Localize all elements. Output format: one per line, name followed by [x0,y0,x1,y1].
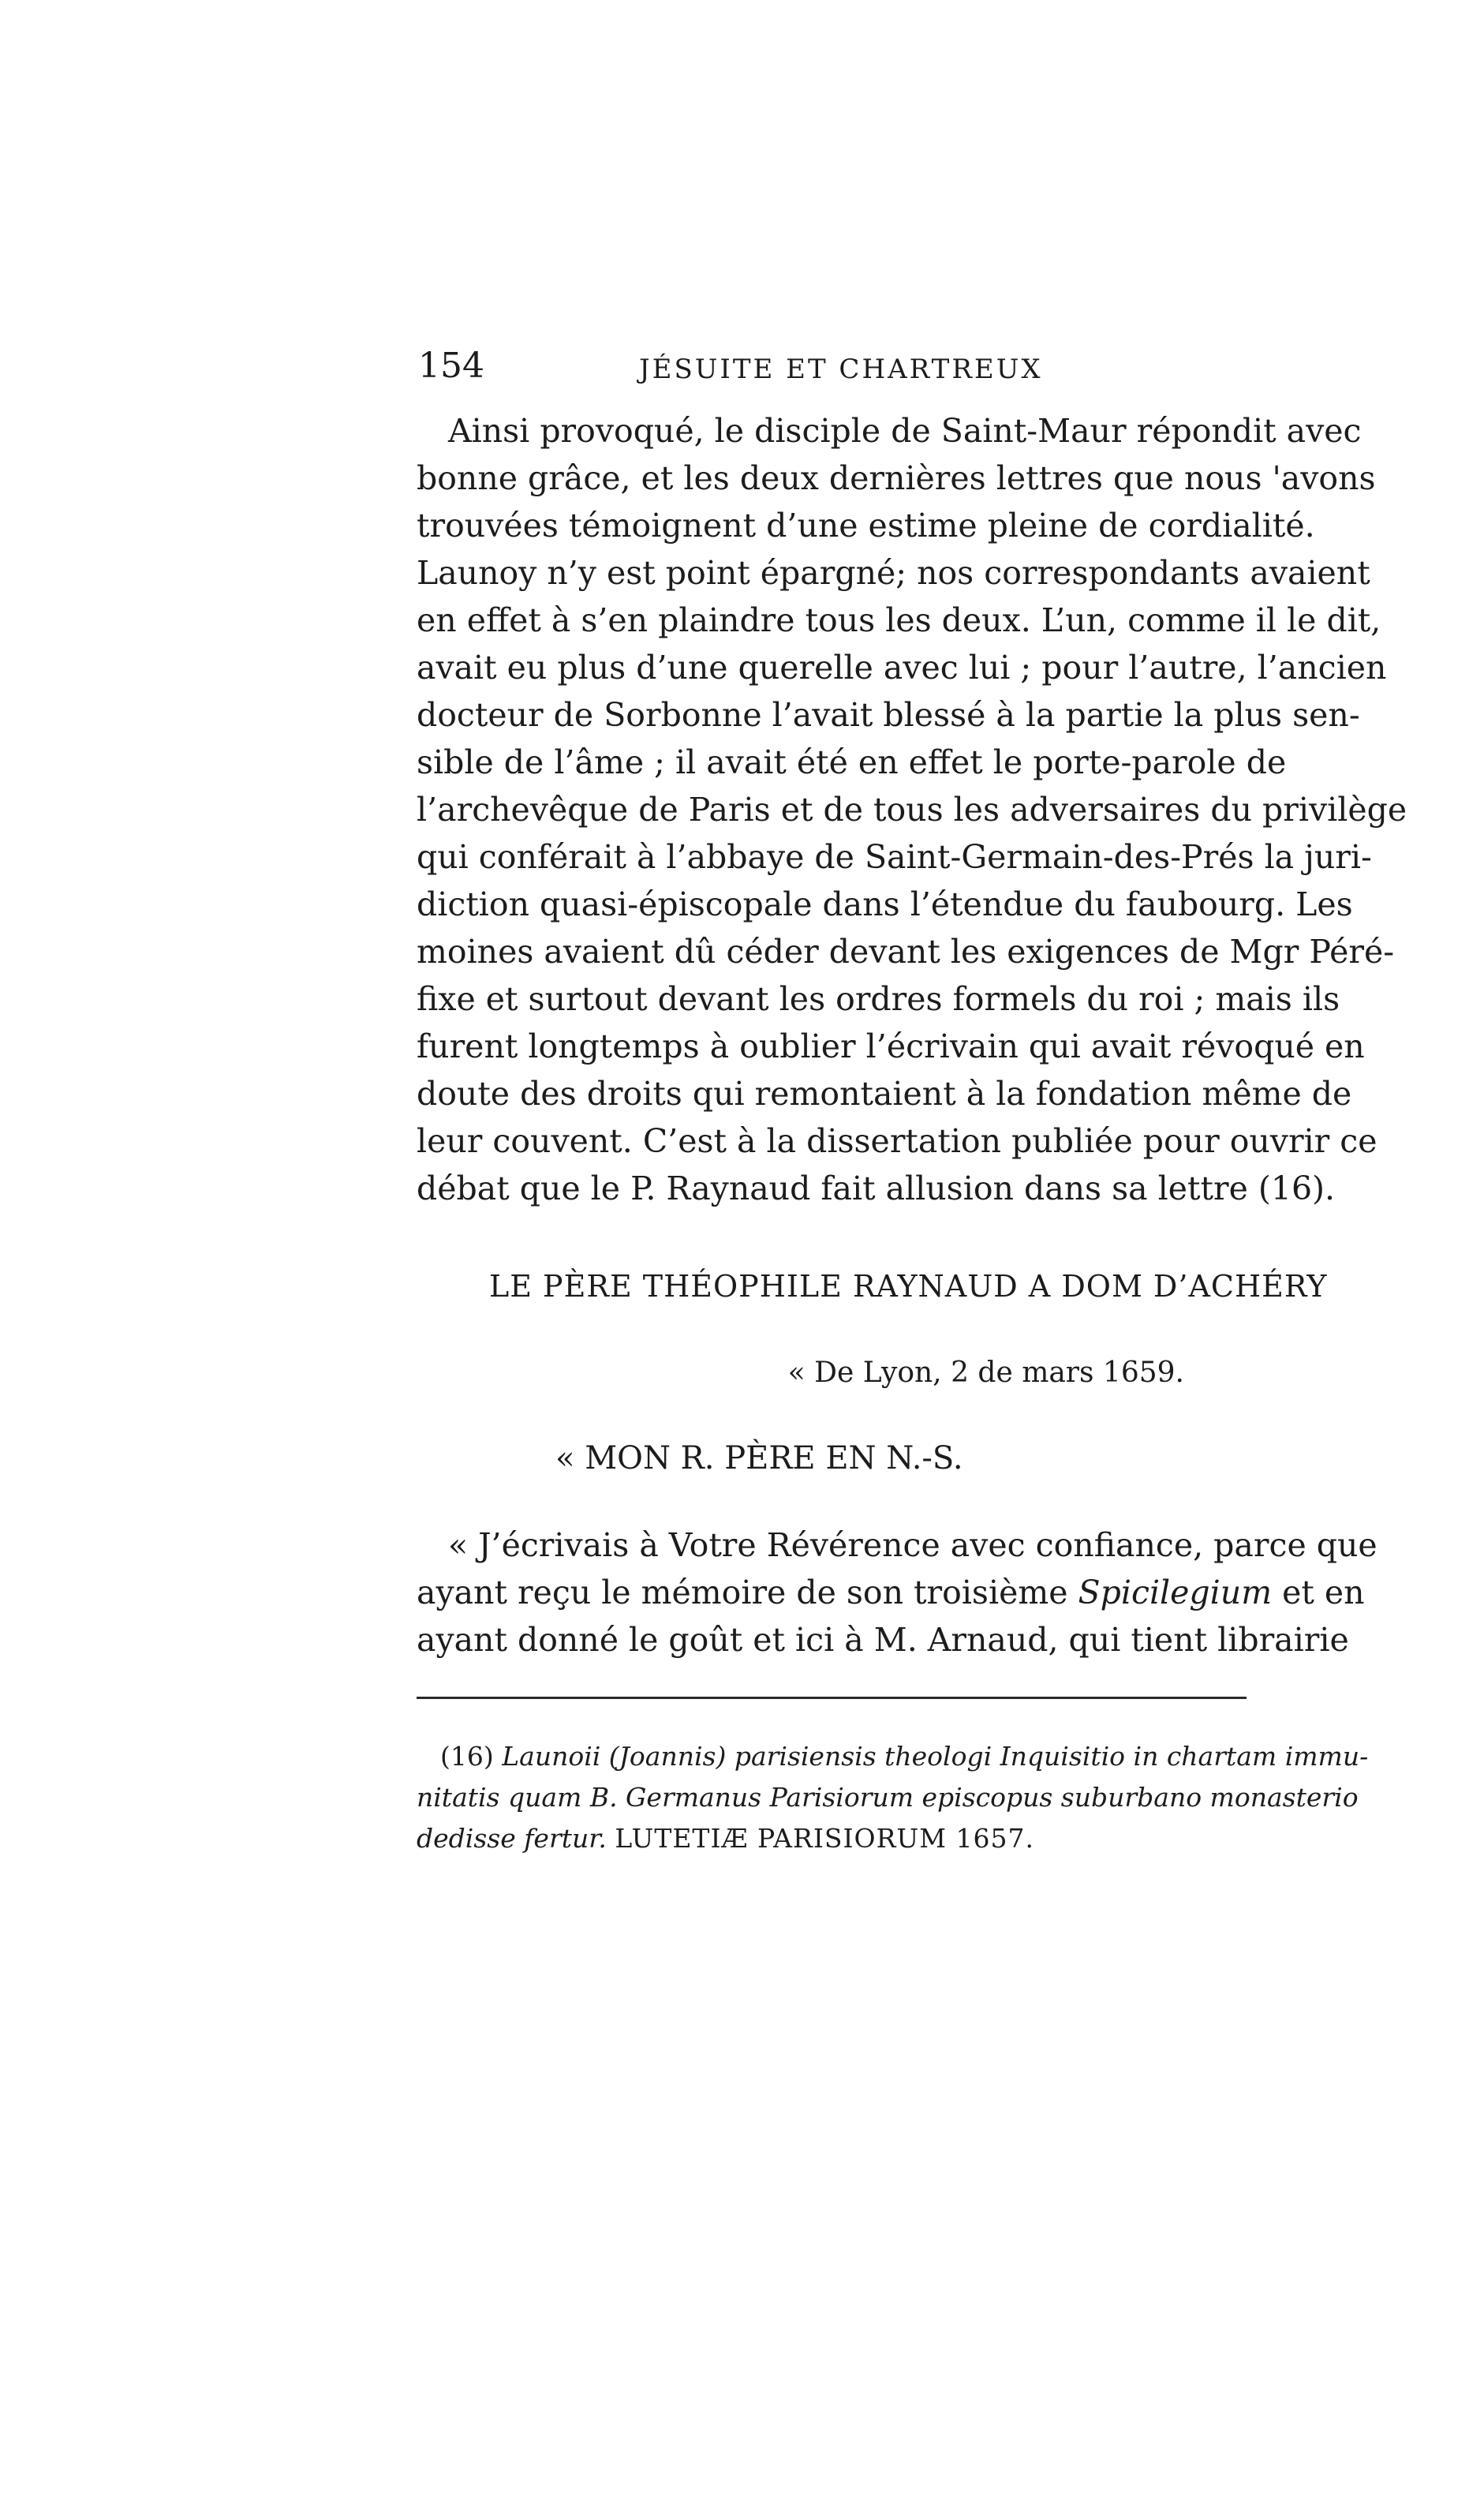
letter-line: « J’écrivais à Votre Révérence avec confiance, parce que [448,1526,1377,1564]
footnote-text: Launoii (Joannis) parisiensis theologi Inquisitio in chartam immu- [502,1741,1369,1772]
body-line: fixe et surtout devant les ordres formels du roi ; mais ils [417,980,1340,1018]
body-line: avait eu plus d’une querelle avec lui ; pour l’autre, l’ancien [417,649,1387,687]
body-line: leur couvent. C’est à la dissertation publiée pour ouvrir ce [417,1122,1377,1160]
footnote-line: nitatis quam B. Germanus Parisiorum episcopus suburbano monasterio [417,1782,1359,1813]
body-line: débat que le P. Raynaud fait allusion dans sa lettre (16). [417,1170,1336,1207]
footnote-rule [417,1697,1247,1699]
footnote-number: (16) [440,1741,494,1772]
body-line: l’archevêque de Paris et de tous les adversaires du privilège [417,791,1407,829]
body-line: moines avaient dû céder devant les exigences de Mgr Péré- [417,933,1395,971]
letter-line-text: et en [1272,1574,1365,1611]
body-line: trouvées témoignent d’une estime pleine de cordialité. [417,507,1315,545]
letter-line [417,1569,1365,1616]
body-line: en effet à s’en plaindre tous les deux. L’un, comme il le dit, [417,601,1381,639]
page-number: 154 [418,346,484,386]
footnote-line [417,1818,1223,1859]
body-line: sible de l’âme ; il avait été en effet le porte-parole de [417,743,1287,781]
footnote-line [440,1736,1369,1777]
body-line: doute des droits qui remontaient à la fondation même de [417,1075,1352,1113]
letter-line-text: ayant reçu le mémoire de son troisième [417,1574,1078,1611]
body-line: Ainsi provoqué, le disciple de Saint-Maur répondit avec [448,412,1362,450]
letter-heading: LE PÈRE THÉOPHILE RAYNAUD A DOM D’ACHÉRY [489,1269,1328,1304]
letter-line: ayant donné le goût et ici à M. Arnaud, qui tient librairie [417,1621,1349,1659]
footnote-place: LUTETIÆ PARISIORUM 1657. [615,1823,1034,1854]
footnote-text: dedisse fertur. [417,1823,607,1854]
body-line: docteur de Sorbonne l’avait blessé à la partie la plus sen- [417,696,1360,734]
body-line: diction quasi-épiscopale dans l’étendue du faubourg. Les [417,885,1353,923]
letter-dateline: « De Lyon, 2 de mars 1659. [787,1357,1184,1389]
letter-salutation: « MON R. PÈRE EN N.-S. [555,1440,963,1476]
body-line: qui conférait à l’abbaye de Saint-Germain-des-Prés la juri- [417,838,1372,876]
running-head: JÉSUITE ET CHARTREUX [639,354,1043,385]
body-line: furent longtemps à oublier l’écrivain qui avait révoqué en [417,1027,1365,1065]
spicilegium-title: Spicilegium [1078,1574,1273,1611]
body-line: Launoy n’y est point épargné; nos correspondants avaient [417,554,1370,592]
body-line: bonne grâce, et les deux dernières lettres que nous 'avons [417,459,1376,497]
